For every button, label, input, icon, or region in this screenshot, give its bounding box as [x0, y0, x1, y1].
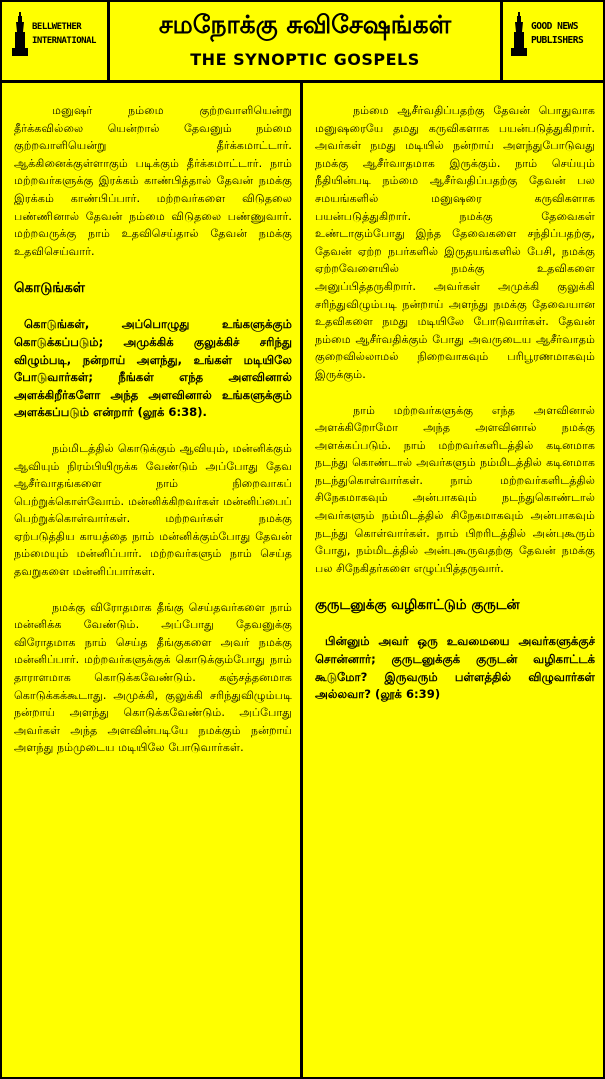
- good-news-logo: [500, 2, 603, 80]
- right-paragraph-2: நாம் மற்றவர்களுக்கு எந்த அளவினால் அளக்கிறோமோ அந்த அளவினால் நமக்கு அளக்கப்படும். நாம் மற்றவர்களிடத்தில் கடினமாக நடந்து கொண்டால் அவர்களும் நம்மிடத்தில் கடினமாக நடந்துகொள்வார்கள். நாம் மற்றவர்களிடத்தில் சிநேகமாகவும் அன்பாகவும் நடந்துகொண்டால் அவர்களும் நம்மிடத்தில் சிநேகமாகவும் அன்பாகவும் நடந்து கொள்வார்கள். நாம் பிறரிடத்தில் அன்புகூரும் போது, நம்மிடத்தில் அன்புகூருவதற்கு தேவன் நமக்கு பல சிநேகிதர்களை எழுப்பித்தருவார்.: [315, 403, 595, 575]
- title-box: [110, 2, 500, 80]
- left-column: [14, 102, 292, 1072]
- scripture-quote-luke-6-38: கொடுங்கள், அப்பொழுது உங்களுக்கும் கொடுக்கப்படும்; அமுக்கிக் குலுக்கிச் சரிந்து விழும்படி, நன்றாய் அளந்து, உங்கள் மடியிலே போடுவார்கள்; நீங்கள் எந்த அளவினால் அளக்கிறீர்களோ அந்த அளவினால் உங்களுக்கும் அளக்கப்படும் என்றார் (லூக் 6:38).: [14, 317, 292, 420]
- section-heading-blind-guide: குருடனுக்கு வழிகாட்டும் குருடன்: [315, 597, 520, 614]
- title-english: THE SYNOPTIC GOSPELS: [190, 50, 420, 69]
- right-logo-line1: GOOD NEWS: [531, 21, 578, 32]
- lamp-icon: [10, 10, 30, 58]
- column-divider: [300, 80, 303, 1077]
- header: [2, 2, 603, 83]
- left-logo-line2: INTERNATIONAL: [32, 36, 96, 46]
- left-paragraph-3: நமக்கு விரோதமாக தீங்கு செய்தவர்களை நாம் மன்னிக்க வேண்டும். அப்போது தேவனுக்கு விரோதமாக நாம் செய்த தீங்குகளை அவர் நமக்கு மன்னிப்பார். மற்றவர்களுக்குக் கொடுக்கும்போது நாம் தாராளமாக கொடுக்கவேண்டும். கஞ்சத்தனமாக கொடுக்கக்கூடாது. அமுக்கி, குலுக்கி சரிந்துவிழும்படி நன்றாய் அளந்து கொடுக்கவேண்டும். அப்போது அவர்கள் அந்த அளவின்படியே நமக்கும் நன்றாய் அளந்து நம்முடைய மடியிலே போடுவார்கள்.: [14, 600, 292, 755]
- torch-icon: [509, 10, 529, 58]
- left-paragraph-1: மனுஷர் நம்மை குற்றவாளியென்று தீர்க்கவில்லை யென்றால் தேவனும் நம்மை குற்றவாளியென்று தீர்க்கமாட்டார். ஆக்கினைக்குள்ளாகும் படிக்கும் தீர்க்கமாட்டார். நாம் மற்றவர்களுக்கு இரக்கம் காண்பித்தால் தேவன் நமக்கு இரக்கம் காண்பிப்பார். மற்றவர்களை விடுதலை பண்ணினால் தேவன் நம்மை விடுதலை பண்ணுவார். மற்றவருக்கு நாம் உதவிசெய்தால் தேவன் நமக்கு உதவிசெய்வார்.: [14, 104, 292, 258]
- right-column: [315, 102, 595, 1072]
- right-logo-line2: PUBLISHERS: [531, 35, 584, 46]
- bellwether-logo: [2, 2, 110, 80]
- right-paragraph-1: நம்மை ஆசீர்வதிப்பதற்கு தேவன் பொதுவாக மனுஷரையே தமது கருவிகளாக பயன்படுத்துகிறார். அவர்கள் நமது மடியில் நன்றாய் அளந்துபோடுவது நமக்கு ஆசீர்வாதமாக இருக்கும். நாம் செய்யும் நீதியின்படி நம்மை ஆசீர்வதிப்பதற்கு தேவன் பல சமயங்களில் மனுஷரை கருவிகளாக பயன்படுத்துகிறார். நமக்கு தேவைகள் உண்டாகும்போது இந்த தேவைகளை சந்திப்பதற்கு, தேவன் ஏற்ற நபர்களில் இருதயங்களில் பேசி, நமக்கு ஏற்றவேளையில் நமக்கு உதவிகளை அனுப்பித்தருகிறார். அவர்கள் அமுக்கி குலுக்கி சரிந்துவிழும்படி நன்றாய் அளந்து நமக்கு தேவையான உதவிகளை நமது மடியிலே போடுவார்கள். தேவன் நம்மை ஆசீர்வதிக்கும் போது அவருடைய ஆசீர்வாதம் குறைவில்லாமல் நிறைவாகவும் பரிபூரணமாகவும் இருக்கும்.: [315, 104, 595, 381]
- section-heading-give: கொடுங்கள்: [14, 280, 85, 297]
- left-paragraph-2: நம்மிடத்தில் கொடுக்கும் ஆவியும், மன்னிக்கும் ஆவியும் நிரம்பியிருக்க வேண்டும் அப்போது தேவ ஆசீர்வாதங்களை நாம் நிறைவாகப் பெற்றுக்கொள்வோம். மன்னிக்கிறவர்கள் மன்னிப்பைப் பெற்றுக்கொள்வார்கள். மற்றவர்கள் நமக்கு ஏற்படுத்திய காயத்தை நாம் மன்னிக்கும்போது தேவன் நம்மையும் மன்னிப்பார். மற்றவர்களும் நாம் செய்த தவறுகளை மன்னிப்பார்கள்.: [14, 441, 292, 579]
- scripture-quote-luke-6-39: பின்னும் அவர் ஒரு உவமையை அவர்களுக்குச் சொன்னார்; குருடனுக்குக் குருடன் வழிகாட்டக் கூடுமோ? இருவரும் பள்ளத்தில் விழுவார்கள் அல்லவா? (லூக் 6:39): [315, 634, 595, 702]
- title-tamil: சமநோக்கு சுவிசேஷங்கள்: [158, 10, 452, 39]
- left-logo-line1: BELLWETHER: [32, 22, 82, 32]
